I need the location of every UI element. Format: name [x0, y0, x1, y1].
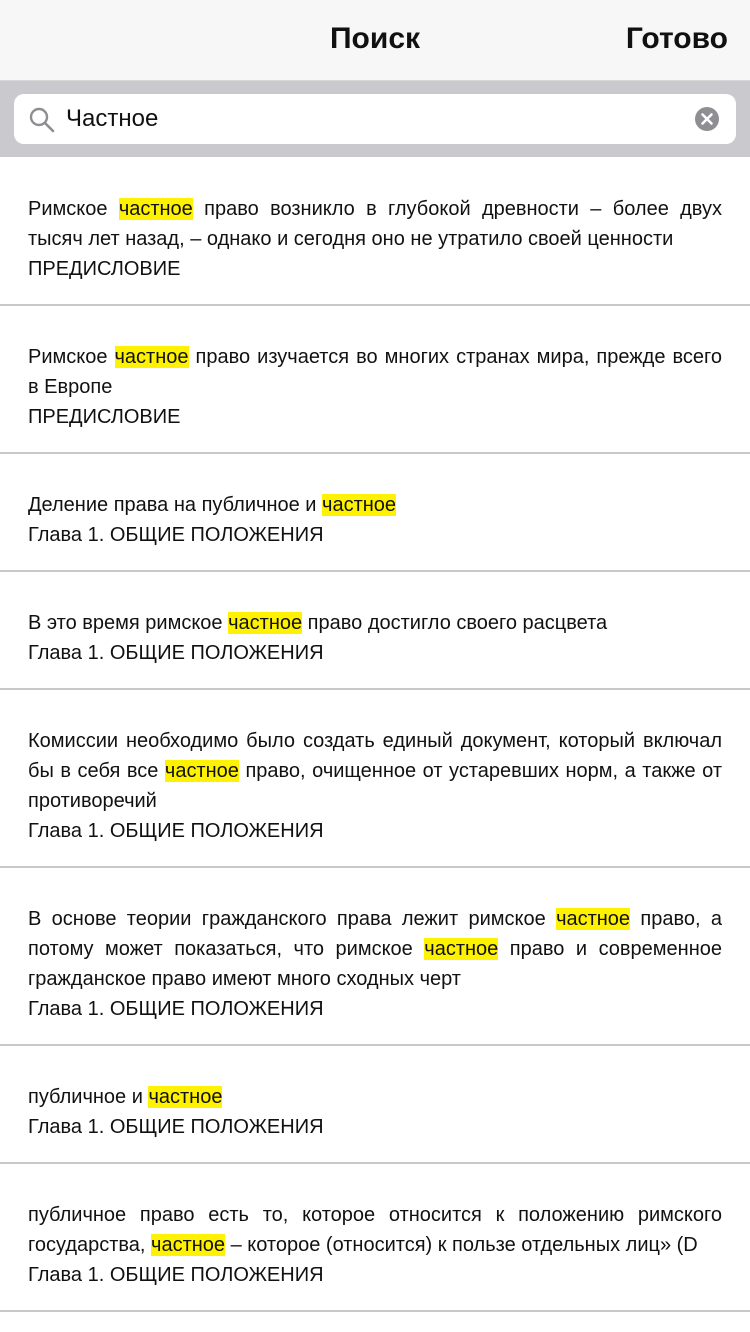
nav-bar — [0, 0, 750, 81]
result-text-segment: В основе теории гражданского права лежит римское — [28, 908, 557, 930]
result-item[interactable] — [0, 1164, 750, 1312]
result-text-segment: – которое (относится) к пользе отдельных лиц» (D — [225, 1234, 698, 1256]
result-text — [28, 726, 722, 816]
result-text-segment: В это время римское — [28, 612, 229, 634]
result-text-segment: право и современное гражданское право имеют много сходных черт — [28, 938, 722, 990]
highlighted-match: частное — [151, 1234, 226, 1256]
result-text — [28, 904, 722, 994]
result-text — [28, 490, 722, 520]
result-text-segment: Деление права на публичное и — [28, 494, 323, 516]
result-text — [28, 1082, 722, 1112]
highlighted-match: частное — [118, 198, 193, 220]
result-text — [28, 342, 722, 402]
result-chapter: Глава 1. ОБЩИЕ ПОЛОЖЕНИЯ — [28, 524, 324, 546]
result-chapter: Глава 1. ОБЩИЕ ПОЛОЖЕНИЯ — [28, 998, 324, 1020]
result-text-segment: право достигло своего расцвета — [302, 612, 608, 634]
result-item[interactable] — [0, 690, 750, 868]
result-text — [28, 1200, 722, 1260]
result-text-segment: Римское — [28, 198, 119, 220]
search-input[interactable] — [66, 94, 686, 144]
result-chapter: ПРЕДИСЛОВИЕ — [28, 258, 181, 280]
result-text-segment: право изучается во многих странах мира, прежде всего в Европе — [28, 346, 722, 398]
highlighted-match: частное — [322, 494, 397, 516]
result-text — [28, 608, 722, 638]
result-item[interactable] — [0, 572, 750, 690]
result-chapter: Глава 1. ОБЩИЕ ПОЛОЖЕНИЯ — [28, 820, 324, 842]
result-chapter: Глава 1. ОБЩИЕ ПОЛОЖЕНИЯ — [28, 1116, 324, 1138]
result-chapter: ПРЕДИСЛОВИЕ — [28, 406, 181, 428]
highlighted-match: частное — [148, 1086, 223, 1108]
result-item[interactable] — [0, 1046, 750, 1164]
result-item[interactable] — [0, 158, 750, 306]
result-chapter: Глава 1. ОБЩИЕ ПОЛОЖЕНИЯ — [28, 1264, 324, 1286]
result-text-segment: право, а потому может показаться, что римское — [28, 908, 722, 960]
result-text-segment: право возникло в глубокой древности – более двух тысяч лет назад, – однако и сегодня оно не утратило своей ценности — [28, 198, 722, 250]
result-item[interactable] — [0, 868, 750, 1046]
result-text-segment: право, очищенное от устаревших норм, а также от противоречий — [28, 760, 723, 812]
done-button[interactable]: Готово — [625, 22, 728, 55]
result-text-segment: Римское — [28, 346, 115, 368]
highlighted-match: частное — [114, 346, 189, 368]
search-field[interactable] — [14, 94, 736, 144]
result-item[interactable] — [0, 454, 750, 572]
search-bar — [0, 81, 750, 157]
search-icon — [28, 106, 56, 134]
result-text-segment: публичное и — [28, 1086, 149, 1108]
clear-icon[interactable] — [694, 106, 720, 132]
page-title: Поиск — [329, 22, 421, 55]
result-text-segment: публичное право есть то, которое относится к положению римского государства, — [28, 1204, 722, 1256]
result-text-segment: Комиссии необходимо было создать единый документ, который включал бы в себя все — [28, 730, 722, 782]
result-item[interactable] — [0, 306, 750, 454]
highlighted-match: частное — [424, 938, 499, 960]
result-chapter: Глава 1. ОБЩИЕ ПОЛОЖЕНИЯ — [28, 642, 324, 664]
highlighted-match: частное — [228, 612, 303, 634]
highlighted-match: частное — [164, 760, 239, 782]
result-text — [28, 194, 722, 254]
highlighted-match: частное — [556, 908, 631, 930]
search-results-list — [0, 158, 750, 1312]
